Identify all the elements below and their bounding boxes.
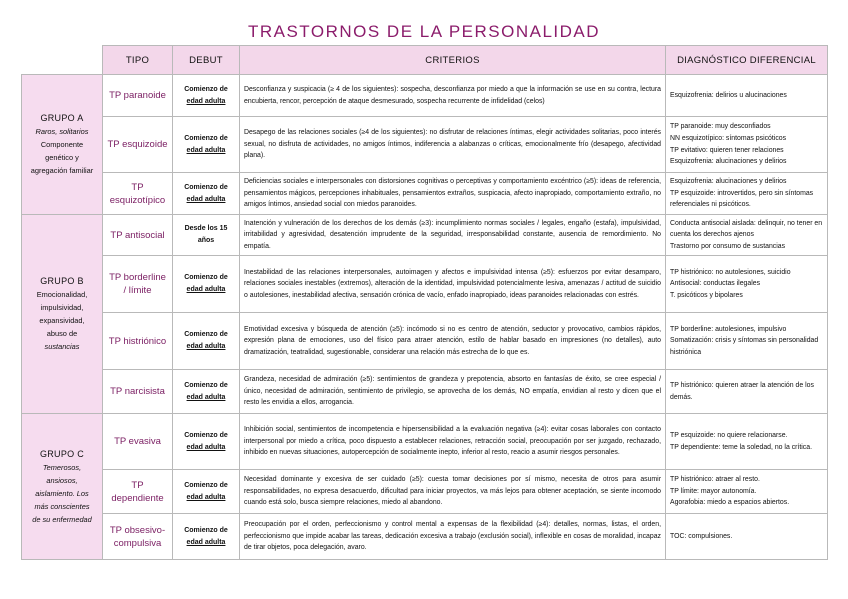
header-criterios: CRITERIOS (240, 46, 666, 75)
dd-line: Esquizofrenia: delirios u alucinaciones (670, 91, 787, 99)
debut-line: edad adulta (186, 343, 226, 350)
dd-line: TP esquizoide: no quiere relacionarse. (670, 431, 788, 439)
table-row (22, 414, 828, 470)
debut-cell (173, 75, 240, 117)
debut-cell (173, 215, 240, 256)
group-desc: sustancias (44, 342, 80, 351)
debut-cell (173, 514, 240, 560)
group-name: GRUPO C (39, 448, 85, 459)
tipo-cell: TP borderline / límite (103, 256, 173, 313)
dd-line: TOC: compulsiones. (670, 532, 733, 540)
dd-cell (666, 256, 828, 313)
group-desc: abuso de (46, 329, 78, 338)
page-title: TRASTORNOS DE LA PERSONALIDAD (247, 22, 601, 41)
dd-cell (666, 470, 828, 514)
debut-line: edad adulta (186, 493, 226, 501)
dd-line: TP evitativo: quieren tener relaciones (670, 146, 784, 154)
group-b-cell (22, 215, 103, 414)
debut-cell (173, 370, 240, 414)
dd-cell (666, 75, 828, 117)
header-empty (22, 46, 103, 75)
table-row (22, 514, 828, 560)
dd-line: TP esquizoide: introvertidos, pero sin síntomas referenciales ni psicóticos. (670, 189, 814, 209)
dd-line: Agorafobia: miedo a espacios abiertos. (670, 499, 790, 507)
criterios-cell: Emotividad excesiva y búsqueda de atención (≥5): incómodo si no es centro de atención, seductor y provocativo, cambios rápidos, expresión plana de emociones, uso del físico para atraer atención, estilo de hablar basado en impresiones (no detalles), auto dramatización, teatralidad, sugestionable, considerar una relación más estrecha de lo que es. (240, 313, 666, 370)
dd-line: TP histriónico: quieren atraer la atención de los demás. (670, 381, 814, 401)
tipo-cell: TP dependiente (103, 470, 173, 514)
group-desc: Emocionalidad, (36, 290, 88, 299)
table-row (22, 370, 828, 414)
dd-line: Esquizofrenia: alucinaciones y delirios (670, 158, 787, 166)
dd-line: TP paranoide: muy desconfiados (670, 123, 771, 131)
dd-cell (666, 313, 828, 370)
debut-line: Comienzo de (184, 381, 228, 389)
tipo-cell: TP esquizoide (103, 117, 173, 173)
debut-line: Comienzo de (184, 481, 228, 489)
table-row (22, 75, 828, 117)
debut-cell (173, 256, 240, 313)
criterios-cell: Inhibición social, sentimientos de incompetencia e hipersensibilidad a la evaluación negativa (≥4): evitar cosas laborales con contacto interpersonal por miedo a crítica, poco dispuesto a establecer relaciones, retracción social, preocupación por ser juzgado, rechazado, inhibido en nuevas situaciones, autopercepción de socialmente inepto, inferior al resto, reacio a asumir riesgos personales. (240, 414, 666, 470)
dd-line: TP histriónico: atraer al resto. (670, 476, 760, 484)
dd-line: Trastorno por consumo de sustancias (670, 242, 786, 250)
group-desc: genético y (45, 153, 79, 162)
dd-line: TP dependiente: teme la soledad, no la crítica. (670, 443, 812, 451)
group-desc: Temerosos, (42, 462, 82, 472)
debut-cell (173, 117, 240, 173)
dd-cell (666, 215, 828, 256)
table-row (22, 117, 828, 173)
debut-line: Comienzo de (184, 134, 228, 142)
table-row (22, 173, 828, 215)
debut-line: Comienzo de (184, 274, 228, 281)
group-desc: ansiosos, (46, 475, 78, 485)
criterios-cell: Necesidad dominante y excesiva de ser cuidado (≥5): cuesta tomar decisiones por sí mismo, necesita de otros para asumir responsabilidades, no expresa desacuerdo, dificultad para iniciar proyectos, va más lejos para obtener aceptación, se siente incomodo cuando está solo, busca siempre relaciones, miedo al abandono. (240, 470, 666, 514)
tipo-cell: TP antisocial (103, 215, 173, 256)
dd-line: Esquizofrenia: alucinaciones y delirios (670, 178, 787, 186)
header-diagnostico: DIAGNÓSTICO DIFERENCIAL (666, 46, 828, 75)
tipo-cell: TP evasiva (103, 414, 173, 470)
debut-line: edad adulta (186, 146, 226, 154)
dd-cell (666, 117, 828, 173)
dd-line: Somatización: crisis y síntomas sin personalidad histriónica (670, 337, 819, 356)
group-desc: de su enfermedad (32, 514, 92, 524)
group-desc: agregación familiar (30, 166, 94, 175)
dd-cell (666, 514, 828, 560)
dd-line: Antisocial: conductas ilegales (670, 280, 761, 288)
debut-cell (173, 470, 240, 514)
criterios-cell: Preocupación por el orden, perfeccionismo y control mental a expensas de la flexibilidad (≥4): detalles, normas, listas, el orden, perfeccionismo que impide acabar las tareas, dedicación excesiva a trabajo (exclusión social), inflexible en cosas de moralidad, incapaz de tirar objetos, poca delegación, avaro. (240, 514, 666, 560)
debut-line: edad adulta (186, 393, 226, 401)
tipo-cell: TP narcisista (103, 370, 173, 414)
table-row (22, 215, 828, 256)
criterios-cell: Desapego de las relaciones sociales (≥4 de los siguientes): no disfrutar de relaciones íntimas, elegir actividades solitarias, poco interés sexual, no disfruta de actividades, no amigos íntimos, indiferencia a alabanzas o críticas, emocionalmente frío (desapego, afectividad plana). (240, 117, 666, 173)
dd-line: T. psicóticos y bipolares (670, 291, 743, 299)
group-desc: expansividad, (39, 316, 85, 325)
personality-disorders-table (21, 45, 828, 560)
dd-cell (666, 173, 828, 215)
group-desc: Raros, solitarios (35, 127, 89, 136)
header-debut: DEBUT (173, 46, 240, 75)
group-name: GRUPO B (40, 276, 84, 286)
debut-line: Comienzo de (184, 431, 228, 439)
dd-line: TP borderline: autolesiones, impulsivo (670, 325, 787, 333)
tipo-cell: TP esquizotípico (103, 173, 173, 215)
dd-line: TP histriónico: no autolesiones, suicidio (670, 268, 791, 276)
debut-line: Desde los 15 (184, 225, 228, 232)
debut-line: Comienzo de (184, 331, 228, 338)
debut-cell (173, 313, 240, 370)
group-name: GRUPO A (40, 113, 84, 123)
header-tipo: TIPO (103, 46, 173, 75)
tipo-cell: TP histriónico (103, 313, 173, 370)
debut-line: edad adulta (186, 538, 226, 546)
header-row (22, 46, 828, 75)
dd-line: Conducta antisocial aislada: delinquir, no tener en cuenta los derechos ajenos (670, 219, 823, 239)
debut-line: Comienzo de (184, 526, 228, 534)
group-desc: impulsividad, (40, 303, 84, 312)
criterios-cell: Inestabilidad de las relaciones interpersonales, autoimagen y afectos e impulsividad intensa (≥5): esfuerzos por evitar desamparo, relaciones sociales inestables (extremos), alteración de la identidad, impulsividad potencialmente lesiva, amenazas / actitud de suicidio o autolesiones, inestabilidad afectiva, sensación crónica de vacío, enfado inapropiado, ideas paranoides relacionadas con estrés. (240, 256, 666, 313)
debut-line: años (197, 237, 215, 244)
group-desc: aislamiento. Los (35, 488, 89, 498)
tipo-cell: TP paranoide (103, 75, 173, 117)
criterios-cell: Deficiencias sociales e interpersonales con distorsiones cognitivas o perceptivas y comportamiento excéntrico (≥5): ideas de referencia, pensamientos mágicos, percepciones inhabituales, pensamientos extraños, suspicacia, afecto inapropiado, comportamiento extraño, no amigos íntimos, ansiedad social con miedos paranoides. (240, 173, 666, 215)
debut-line: edad adulta (186, 195, 226, 203)
debut-line: Comienzo de (184, 183, 228, 191)
debut-line: edad adulta (186, 97, 226, 105)
debut-cell (173, 414, 240, 470)
debut-cell (173, 173, 240, 215)
debut-line: edad adulta (186, 443, 226, 451)
group-desc: más conscientes (34, 501, 90, 511)
group-desc: Componente (40, 140, 84, 149)
debut-line: edad adulta (186, 286, 226, 293)
debut-line: Comienzo de (184, 85, 228, 93)
criterios-cell: Grandeza, necesidad de admiración (≥5): sentimientos de grandeza y prepotencia, absorto en fantasías de éxito, se cree especial / único, necesidad de admiración, sentimiento de privilegio, se aprovecha de los demás, NO empatía, envidian al resto y dicen que el resto les envidia a ellos, arrogancia. (240, 370, 666, 414)
tipo-cell: TP obsesivo-compulsiva (103, 514, 173, 560)
criterios-cell: Desconfianza y suspicacia (≥ 4 de los siguientes): sospecha, desconfianza por miedo a que la información se use en su contra, lectura encubierta, rencor, percepción de ataque desmesurado, sospecha recurrente de infidelidad (celos) (240, 75, 666, 117)
group-a-cell (22, 75, 103, 215)
group-c-cell (22, 414, 103, 560)
dd-line: TP límite: mayor autonomía. (670, 487, 757, 495)
dd-cell (666, 370, 828, 414)
table-row (22, 313, 828, 370)
criterios-cell: Inatención y vulneración de los derechos de los demás (≥3): incumplimiento normas sociales / legales, engaño (estafa), impulsividad, irritabilidad y agresividad, desatención imprudente de la seguridad, irresponsabilidad constante, ausencia de remordimiento. No empatía. (240, 215, 666, 256)
table-row (22, 256, 828, 313)
dd-line: NN esquizotípico: síntomas psicóticos (670, 134, 787, 142)
table-row (22, 470, 828, 514)
dd-cell (666, 414, 828, 470)
